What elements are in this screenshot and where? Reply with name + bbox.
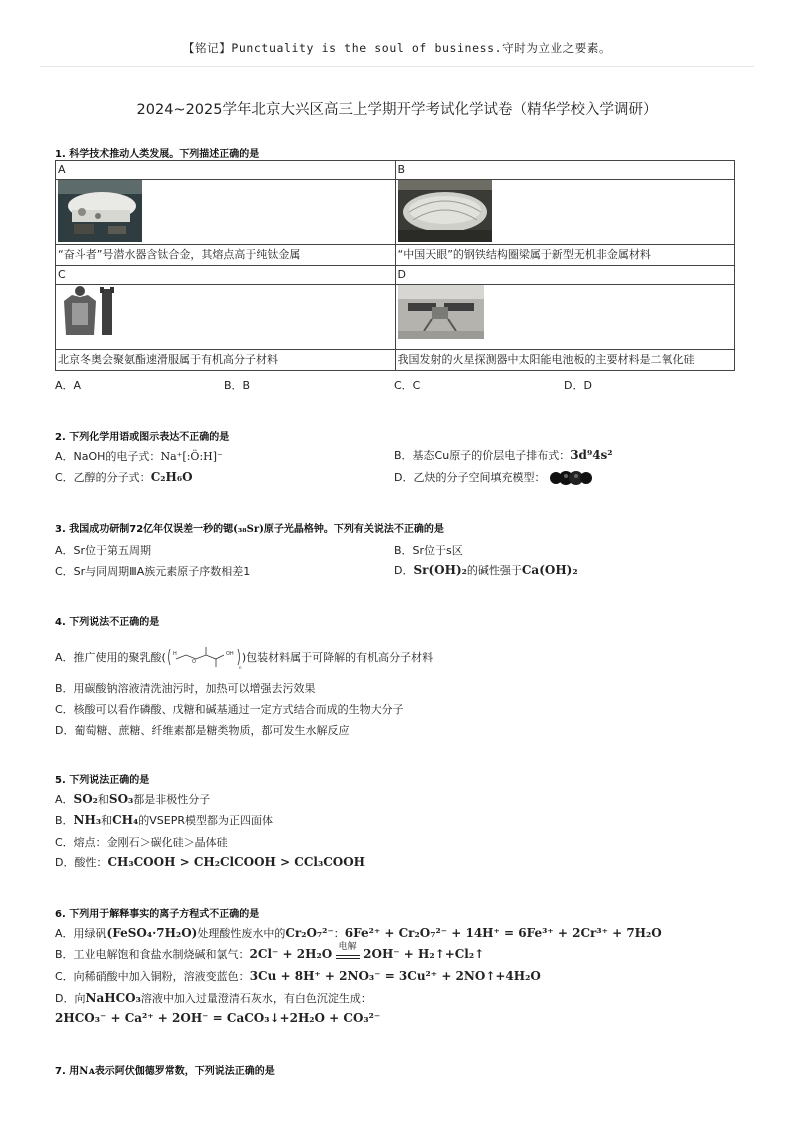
q2-c-text: C．乙醇的分子式： [55,471,151,484]
fast-telescope-photo [398,180,492,242]
q1-option-a[interactable]: A．A [55,379,82,392]
q2-option-a[interactable] [55,448,223,464]
q7-stem-pre: 7. 用 [55,1066,80,1077]
q4-option-b[interactable]: B．用碳酸钠溶液清洗油污时，加热可以增强去污效果 [55,682,316,695]
q6-c-pre: C．向稀硝酸中加入铜粉，溶液变蓝色： [55,970,250,983]
question-2-stem: 2. 下列化学用语或图示表达不正确的是 [55,432,230,443]
cell-b-image [395,180,735,245]
q3-option-a[interactable]: A．Sr位于第五周期 [55,544,152,557]
question-7-stem [55,1062,275,1077]
so3-formula: SO₃ [108,792,134,806]
q5-b-mid: 和 [101,814,113,827]
dichromate-formula: Cr₂O₇²⁻ [285,926,334,940]
q5-b-post: 的VSEPR模型都为正四面体 [138,814,273,827]
q5-a-post: 都是非极性分子 [133,793,211,806]
cell-a-text: “奋斗者”号潜水器含钛合金，其熔点高于纯钛金属 [56,245,396,266]
sr-isotope: (₃₈Sr) [233,524,264,535]
q3-d-pre: D． [394,564,414,577]
q3-stem-pre: 3. 我国成功研制72亿年仅误差一秒的锶 [55,524,234,535]
question-6-stem: 6. 下列用于解释事实的离子方程式不正确的是 [55,909,260,920]
q2-option-b[interactable] [394,447,613,463]
q6-option-c[interactable] [55,968,541,984]
q3-stem-post: 原子光晶格钟。下列有关说法不正确的是 [263,524,444,535]
q6-b-left: 2Cl⁻ + 2H₂O [249,947,333,961]
cell-d-text: 我国发射的火星探测器中太阳能电池板的主要材料是二氧化硅 [395,350,735,371]
cell-a-image [56,180,396,245]
svg-text:H: H [172,651,177,657]
ca-hydroxide-formula: Ca(OH)₂ [521,563,578,577]
sr-hydroxide-formula: Sr(OH)₂ [413,563,467,577]
cell-c-image [56,285,396,350]
speed-skating-suit-photo [58,285,120,339]
q6-a-equation: 6Fe²⁺ + Cr₂O₇²⁻ + 14H⁺ = 6Fe³⁺ + 2Cr³⁺ + 7H₂O [344,926,662,940]
q6-option-d[interactable] [55,990,372,1006]
cell-d-letter: D [395,266,735,285]
q3-option-b[interactable]: B．Sr位于s区 [394,544,463,557]
q5-option-d[interactable] [55,854,365,870]
nh3-formula: NH₃ [73,813,102,827]
q5-d-pre: D．酸性： [55,856,108,869]
cell-b-letter: B [395,161,735,180]
ethanol-formula: C₂H₆O [150,470,193,484]
q4-option-c[interactable]: C．核酸可以看作磷酸、戊糖和碱基通过一定方式结合而成的生物大分子 [55,703,404,716]
question-4-stem: 4. 下列说法不正确的是 [55,617,160,628]
q2-b-text: B．基态Cu原子的价层电子排布式： [394,449,571,462]
q6-d-equation: 2HCO₃⁻ + Ca²⁺ + 2OH⁻ = CaCO₃↓+2H₂O + CO₃²⁻ [55,1011,381,1025]
q4-a-pre: A．推广使用的聚乳酸( [55,651,166,664]
acidity-comparison-formula: CH₃COOH > CH₂ClCOOH > CCl₃COOH [107,855,366,869]
q6-d-equation-line [55,1011,380,1025]
cu-config-formula: 3d⁹4s² [570,448,613,462]
q1-option-d[interactable]: D．D [564,379,592,392]
q1-option-c[interactable]: C．C [394,379,421,392]
q6-d-post: 溶液中加入过量澄清石灰水，有白色沉淀生成： [140,992,372,1005]
q6-b-pre: B．工业电解饱和食盐水制烧碱和氯气： [55,948,250,961]
q6-d-pre: D．向 [55,992,86,1005]
svg-text:n: n [238,665,242,670]
q6-c-equation: 3Cu + 8H⁺ + 2NO₃⁻ = 3Cu²⁺ + 2NO↑+4H₂O [249,969,541,983]
ch4-formula: CH₄ [112,813,139,827]
cell-c-text: 北京冬奥会聚氨酯速滑服属于有机高分子材料 [56,350,396,371]
q6-option-b[interactable] [55,942,485,962]
mars-probe-photo [398,285,484,339]
q2-option-d[interactable] [394,469,593,485]
q1-option-b[interactable]: B．B [224,379,251,392]
question-3-stem [55,520,444,535]
naoh-electron-formula: Na⁺[:Ö:H]⁻ [160,450,223,463]
q3-d-mid: 的碱性强于 [466,564,522,577]
q3-option-c[interactable]: C．Sr与同周期ⅢA族元素原子序数相差1 [55,565,251,578]
q4-a-post: )包装材料属于可降解的有机高分子材料 [241,651,434,664]
q6-a-pre: A．用绿矾 [55,927,107,940]
svg-text:OH: OH [225,651,234,657]
q6-a-sep: ： [333,927,345,940]
header-divider [40,66,754,67]
polylactic-acid-structure-icon [166,645,242,671]
electrolysis-condition: 电解 [338,942,357,952]
svg-text:O: O [191,659,196,665]
q6-a-mid: 处理酸性废水中的 [197,927,286,940]
q4-option-a[interactable] [55,645,433,671]
cell-c-letter: C [56,266,396,285]
q5-option-c[interactable]: C．熔点：金刚石＞碳化硅＞晶体硅 [55,836,228,849]
q5-a-mid: 和 [97,793,109,806]
submersible-photo [58,180,142,242]
q7-stem-post: 表示阿伏伽德罗常数，下列说法正确的是 [94,1066,275,1077]
green-vitriol-formula: (FeSO₄·7H₂O) [106,926,198,940]
q3-option-d[interactable] [394,562,578,578]
cell-a-letter: A [56,161,396,180]
q4-option-d[interactable]: D．葡萄糖、蔗糖、纤维素都是糖类物质，都可发生水解反应 [55,724,350,737]
avogadro-symbol: Nᴀ [79,1066,95,1077]
question-5-stem: 5. 下列说法正确的是 [55,775,150,786]
nahco3-formula: NaHCO₃ [85,991,141,1005]
equals-sign [336,955,360,959]
so2-formula: SO₂ [73,792,98,806]
page-title: 2024~2025学年北京大兴区高三上学期开学考试化学试卷（精华学校入学调研） [136,102,658,118]
cell-d-image [395,285,735,350]
acetylene-model-icon [549,471,593,485]
question-1-table [55,160,735,371]
q2-d-text: D．乙炔的分子空间填充模型： [394,471,546,484]
cell-b-text: “中国天眼”的钢铁结构圈梁属于新型无机非金属材料 [395,245,735,266]
question-1-stem: 1. 科学技术推动人类发展。下列描述正确的是 [55,149,260,160]
q6-b-right: 2OH⁻ + H₂↑+Cl₂↑ [363,947,485,961]
q2-option-c[interactable] [55,469,193,485]
q5-option-b[interactable]: B．NH₃和CH₄的VSEPR模型都为正四面体 [55,813,273,827]
q2-a-text: A．NaOH的电子式： [55,450,161,463]
q5-option-a[interactable]: A．SO₂和SO₃都是非极性分子 [55,792,211,806]
motto-header: 【铭记】Punctuality is the soul of business.守时为立业之要素。 [182,41,612,55]
